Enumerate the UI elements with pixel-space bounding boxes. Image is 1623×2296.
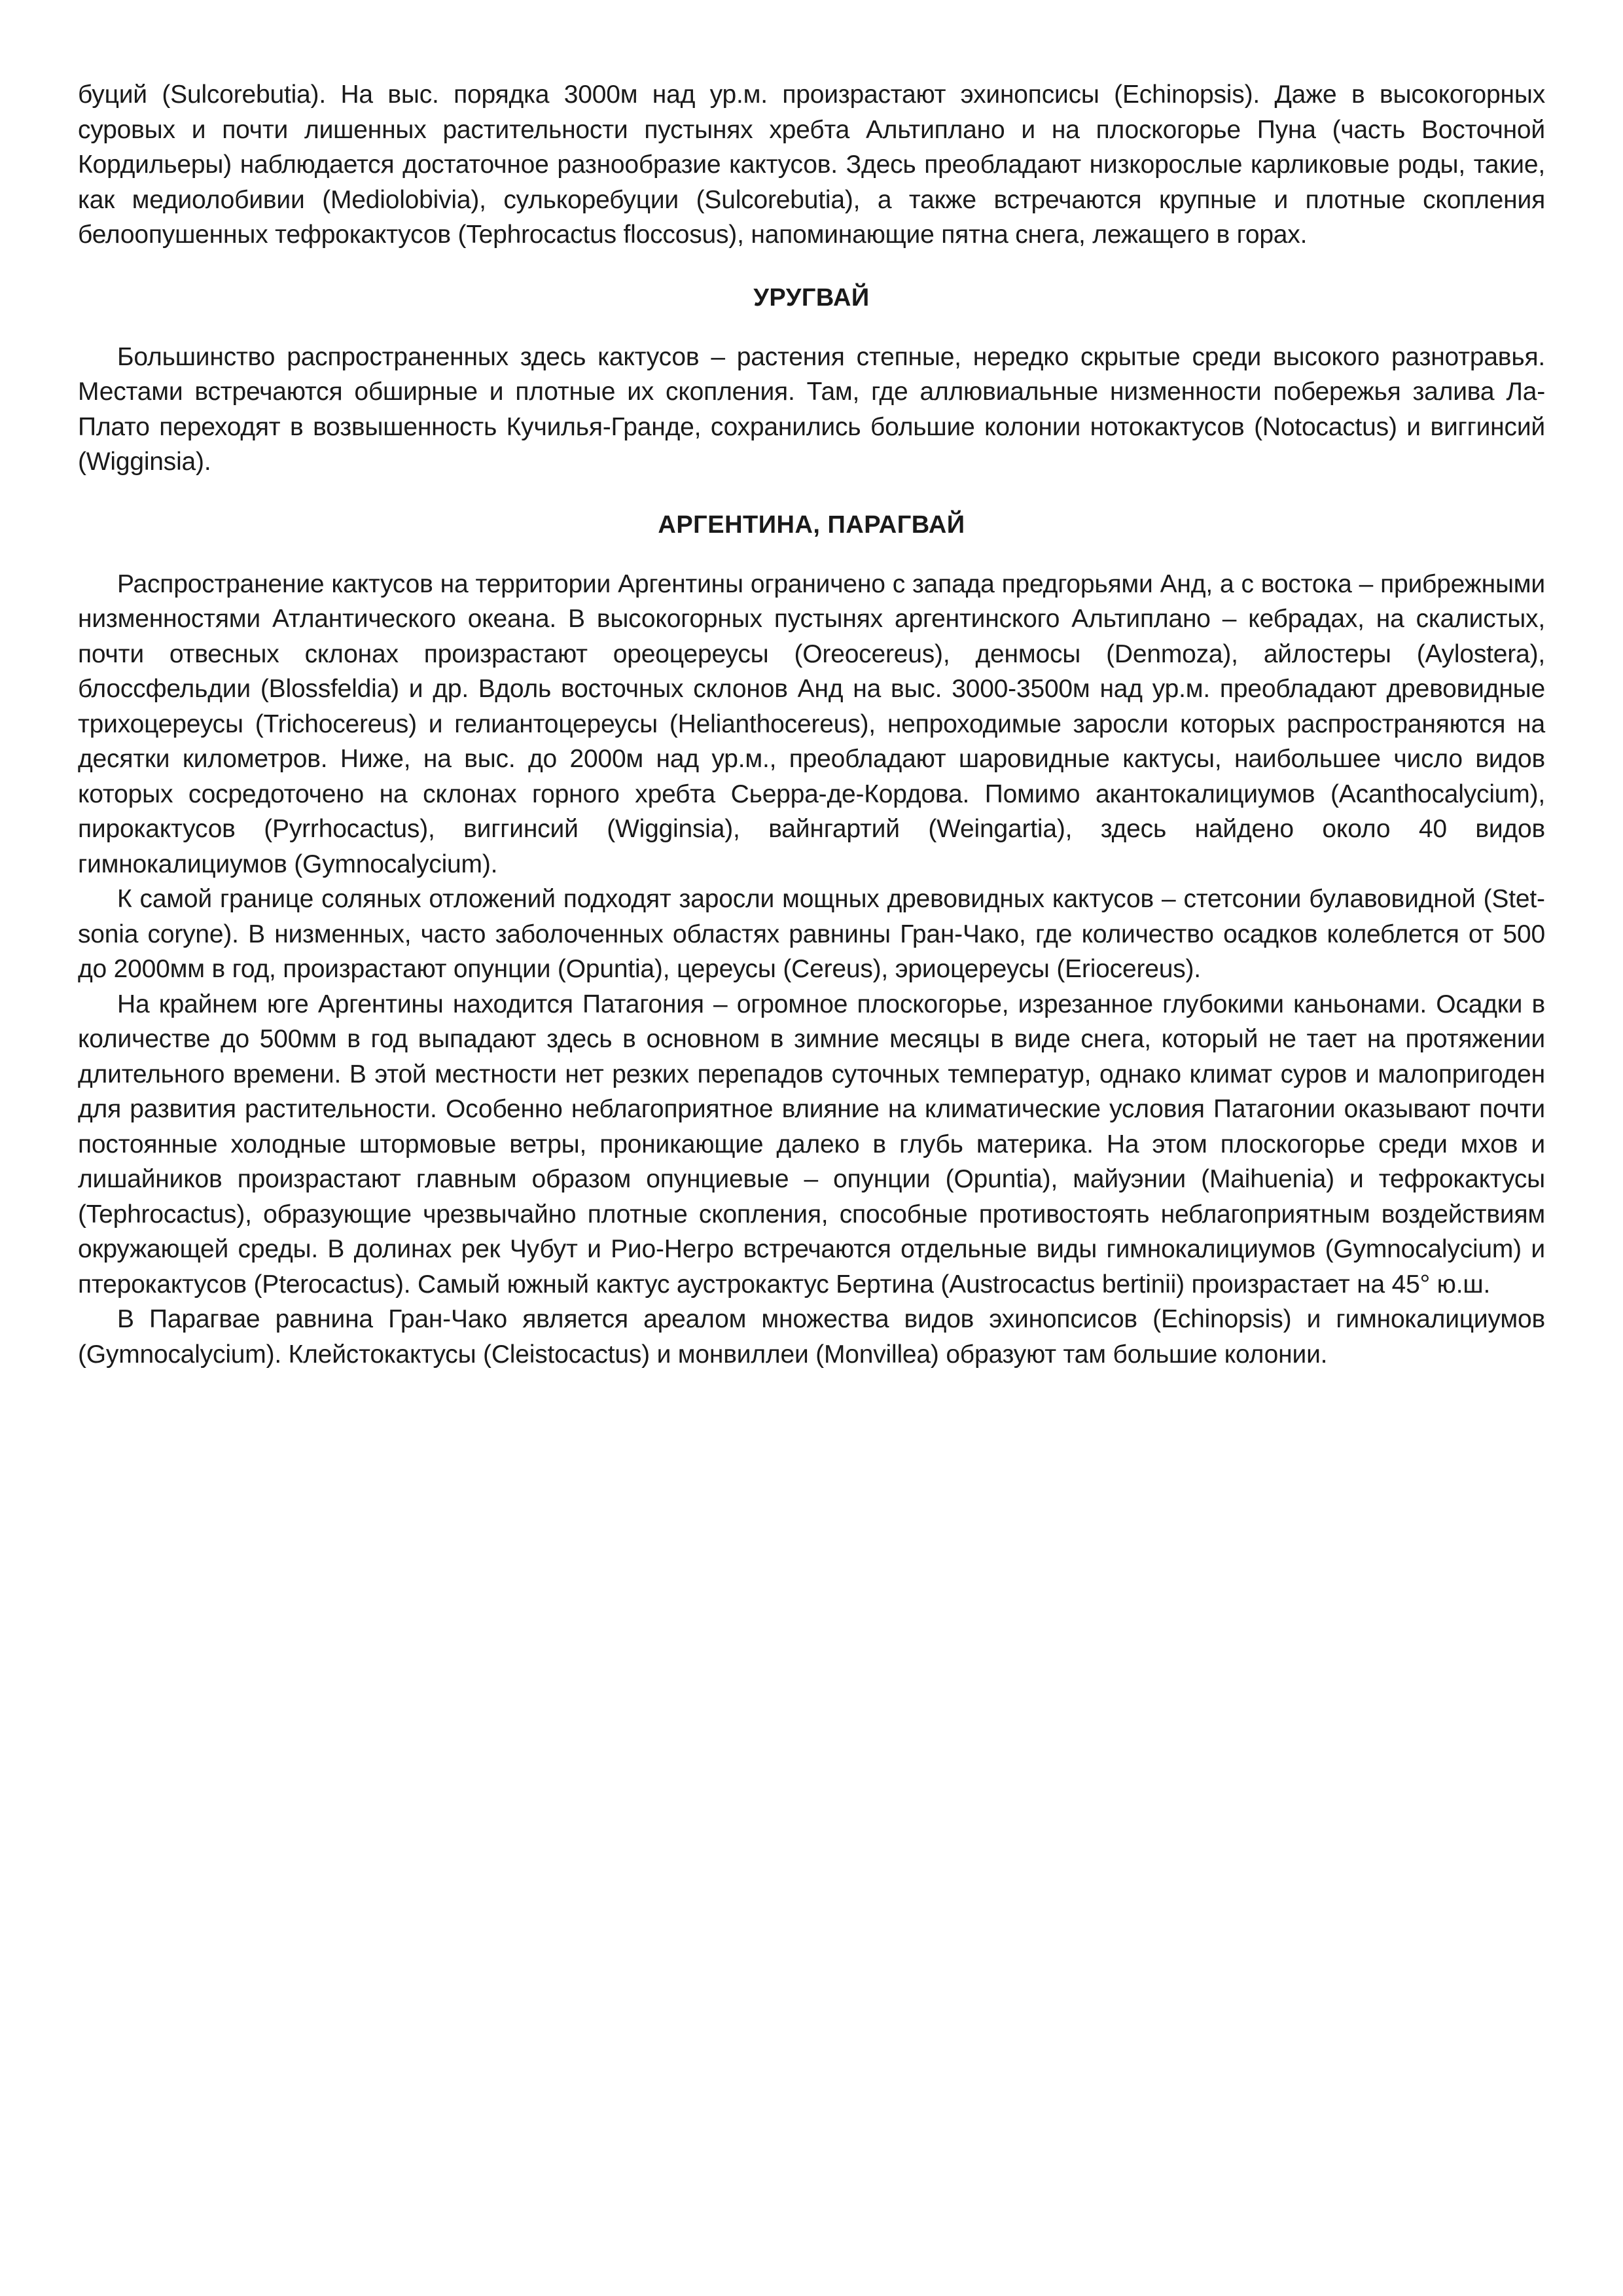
section-heading-uruguay: УРУГВАЙ: [753, 283, 870, 312]
intro-paragraph: буций (Sulcorebutia). На выс. порядка 3000м над ур.м. произрастают эхинопсисы (Echinopsis). Даже в высокогорных суровых и почти лишенных растительности пустынях хребта Альтиплано и на плоскогорье Пуна (часть Восточной Кордильеры) наблюдается достаточное разнообразие кактусов. Здесь преобладают низкорослые карликовые роды, такие, как медиолобивии (Mediolobivia), сулькоребуции (Sulcorebutia), а также встречаются крупные и плотные скопления белоопушенных тефрокактусов (Tephrocactus floccosus), напоминающие пятна снега, лежащего в горах.: [78, 81, 1545, 249]
paragraph-patagonia: На крайнем юге Аргентины находится Патагония – огромное плоскогорье, изрезанное глубокими каньонами. Осадки в количестве до 500мм в год выпадают здесь в основном в зимние месяцы в виде снега, который не тает на протяжении длительного времени. В этой местности нет резких перепадов суточных температур, однако климат суров и малопригоден для развития растительности. Особенно неблагоприятное влияние на климатические условия Патагонии оказывают почти постоянные холодные штормовые ветры, проникающие далеко в глубь материка. На этом плоскогорье среди мхов и лишайников произрастают главным образом опунциевые – опунции (Opuntia), майуэнии (Maihuenia) и тефрокактусы (Tephrocactus), образующие чрезвычайно плотные скопления, способные противостоять неблагоприятным воздействиям окружающей среды. В долинах рек Чубут и Рио-Негро встречаются отдельные виды гимнокалициумов (Gymnocalycium) и птерокактусов (Pterocactus). Самый южный кактус аустрокактус Бертина (Austrocactus bertinii) произрастает на 45° ю.ш.: [78, 990, 1545, 1299]
document-page: [78, 77, 1545, 1372]
section-heading-argentina-paraguay: АРГЕНТИНА, ПАРАГВАЙ: [658, 511, 965, 539]
paragraph-uruguay: Большинство распространенных здесь кактусов – растения степные, нередко скрытые среди высокого разнотравья. Местами встречаются обширные и плотные их скопления. Там, где аллювиальные низменности побережья залива Ла-Плато переходят в возвышенность Кучилья-Гранде, сохранились большие колонии нотокактусов (Notocactus) и виггинсий (Wigginsia).: [78, 342, 1545, 476]
paragraph-gran-chaco: К самой границе соляных отложений подходят заросли мощных древовидных кактусов – стетсонии булавовидной (Stetsonia coryne). В низменных, часто заболоченных областях равнины Гран-Чако, где количество осадков колеблется от 500 до 2000мм в год, произрастают опунции (Opuntia), цереусы (Cereus), эриоцереусы (Eriocereus).: [78, 885, 1545, 983]
paragraph-argentina-distribution: Распространение кактусов на территории Аргентины ограничено с запада предгорьями Анд, а с востока – прибрежными низменностями Атлантического океана. В высокогорных пустынях аргентинского Альтиплано – кебрадах, на скалистых, почти отвесных склонах произрастают ореоцереусы (Oreocereus), денмосы (Denmoza), айлостеры (Aylostera), блоссфельдии (Blossfeldia) и др. Вдоль восточных склонов Анд на выс. 3000-3500м над ур.м. преобладают древовидные трихоцереусы (Trichocereus) и гелиантоцереусы (Helianthocereus), непроходимые заросли которых распространяются на десятки километров. Ниже, на выс. до 2000м над ур.м., преобладают шаровидные кактусы, наибольшее число видов которых сосредоточено на склонах горного хребта Сьерра-де-Кордова. Помимо акантокалициумов (Acanthocalycium), пирокактусов (Pyrrhocactus), виггинсий (Wigginsia), вайнгартий (Weingartia), здесь найдено около 40 видов гимнокалициумов (Gymnocalycium).: [78, 569, 1545, 878]
paragraph-paraguay: В Парагвае равнина Гран-Чако является ареалом множества видов эхинопсисов (Echinopsis) и гимнокалициумов (Gymnocalycium). Клейстокактусы (Cleistocactus) и монвиллеи (Monvillea) образуют там большие колонии.: [78, 1305, 1545, 1369]
